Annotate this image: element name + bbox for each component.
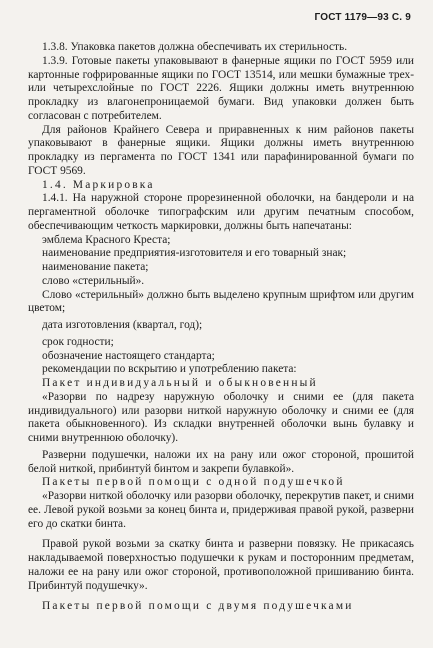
clause-1-3-9: 1.3.9. Готовые пакеты упаковывают в фанерные ящики по ГОСТ 5959 или картонные гофрированные ящики по ГОСТ 13514, или мешки бумажные трех- или четырехслойные по ГОСТ 2226. Ящики должны иметь внутреннюю прокладку из влагонепроницаемой бумаги. Вид упаковки должен быть согласован с потребителем.	[28, 54, 414, 122]
list-item: срок годности;	[42, 335, 114, 348]
list-item: дата изготовления (квартал, год);	[42, 319, 203, 331]
subheading-individual-packet: Пакет индивидуальный и обыкновенный	[42, 377, 318, 389]
paragraph-sterile-note: Слово «стерильный» должно быть выделено крупным шрифтом или другим цветом;	[28, 288, 414, 315]
list-item: рекомендации по вскрытию и употреблению пакета:	[42, 363, 297, 376]
instruction-paragraph: Разверни подушечки, наложи их на рану или ожог стороной, прошитой белой ниткой, прибинтуй бинтом и закрепи булавкой».	[28, 448, 414, 475]
list-item: эмблема Красного Креста;	[42, 233, 171, 246]
instruction-paragraph: «Разорви по надрезу наружную оболочку и сними ее (для пакета индивидуального) или разорви ниткой наружную оболочку и сними ее (для пакета обыкновенного). Из складки внутренней оболочки вынь булавку и сними внутреннюю оболочку).	[28, 390, 414, 444]
list-item: слово «стерильный».	[42, 274, 145, 287]
instruction-paragraph: «Разорви ниткой оболочку или разорви оболочку, перекрутив пакет, и сними ее. Левой рукой возьми за конец бинта и, придерживая правой рукой, разверни его до скатки бинта.	[28, 490, 414, 530]
list-item: наименование предприятия-изготовителя и его товарный знак;	[42, 247, 347, 260]
clause-1-4-1: 1.4.1. На наружной стороне прорезиненной оболочки, на бандероли и на пергаментной оболочке типографским или другим печатным способом, обеспечивающим четкость маркировки, должны быть напечатаны:	[28, 192, 414, 232]
subheading-two-pad-packet: Пакеты первой помощи с двумя подушечками	[42, 600, 354, 613]
list-item: обозначение настоящего стандарта;	[42, 349, 215, 362]
subheading-one-pad-packet: Пакеты первой помощи с одной подушечкой	[42, 476, 345, 489]
section-heading-marking: 1.4. Маркировка	[42, 178, 155, 191]
instruction-paragraph: Правой рукой возьми за скатку бинта и разверни повязку. Не прикасаясь накладываемой поверхностью подушечки к рукам и посторонним предметам, наложи ее на рану или ожог стороной, противоположной пришиванию бинта. Прибинтуй подушечку».	[28, 538, 414, 592]
list-item: наименование пакета;	[42, 261, 149, 273]
running-head: ГОСТ 1179—93 С. 9	[314, 12, 411, 23]
clause-1-3-8: 1.3.8. Упаковка пакетов должна обеспечивать их стерильность.	[42, 41, 348, 53]
body-text	[28, 41, 414, 614]
paragraph-far-north: Для районов Крайнего Севера и приравненных к ним районов пакеты упаковывают в фанерные ящики. Ящики должны иметь внутреннюю прокладку из пергамента по ГОСТ 1341 или парафинированной бумаги по ГОСТ 9569.	[28, 123, 414, 177]
